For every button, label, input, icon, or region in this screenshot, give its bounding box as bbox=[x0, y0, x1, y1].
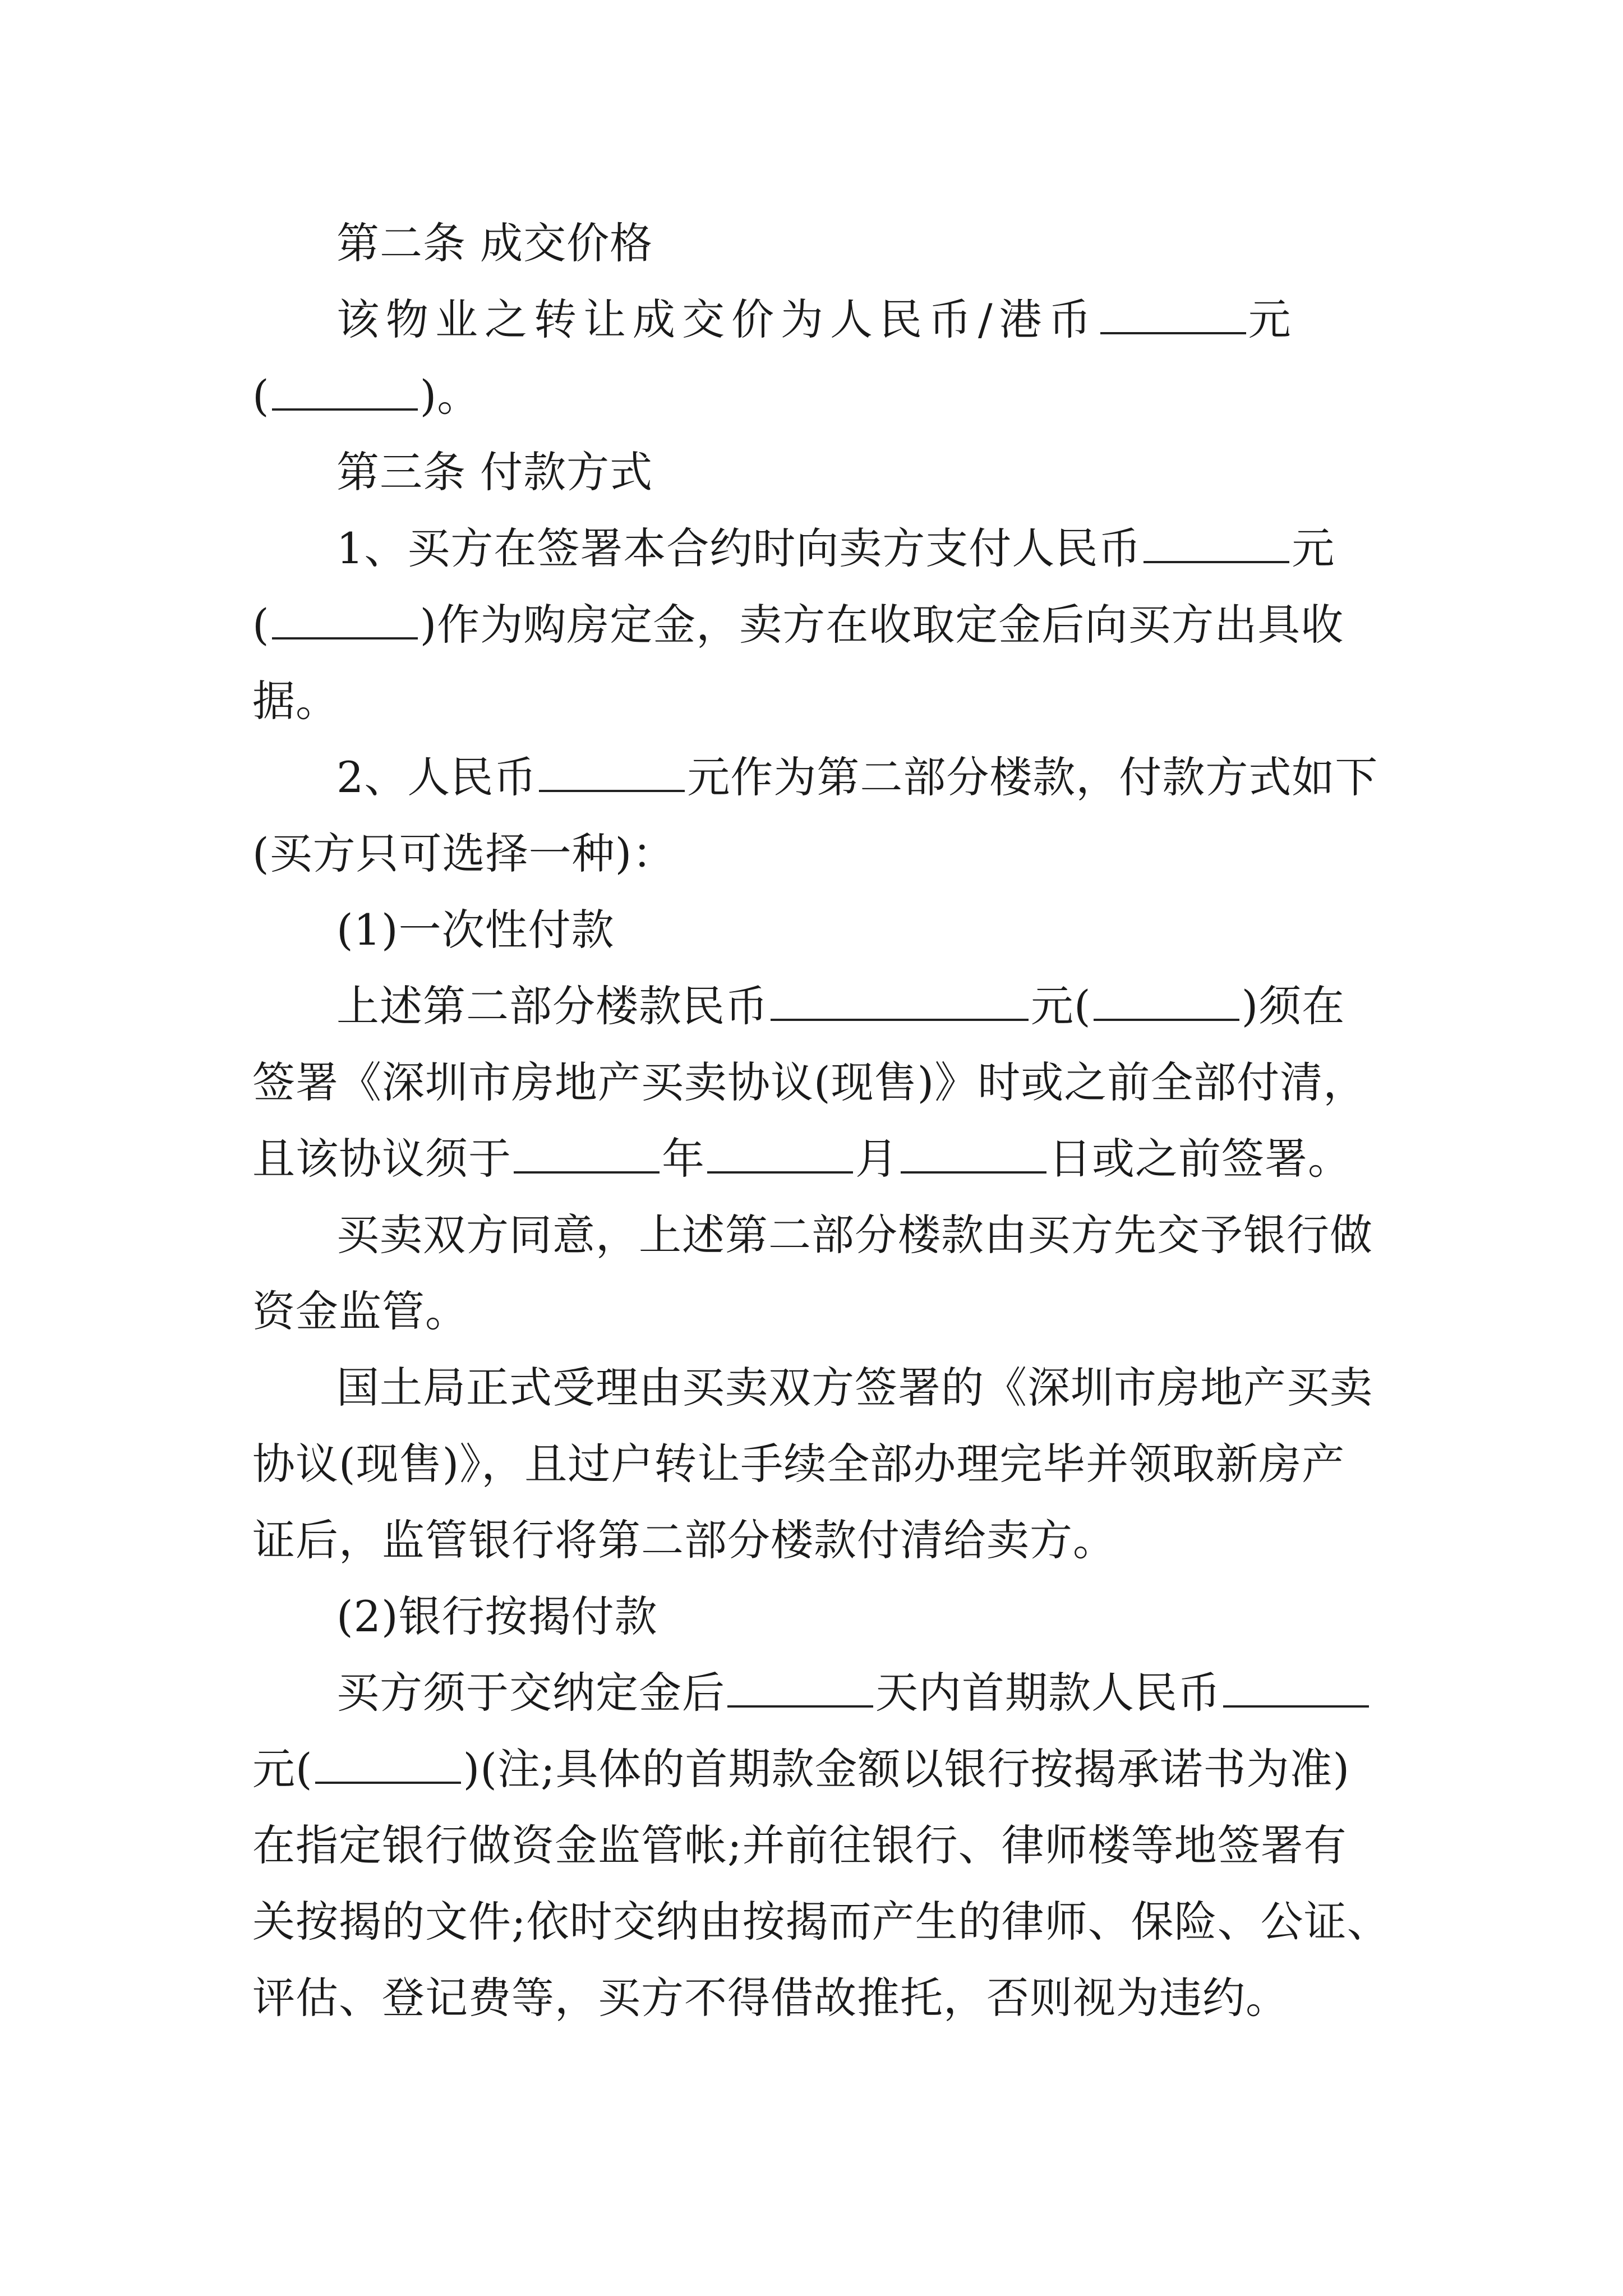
option-1-amount-blank[interactable] bbox=[771, 985, 1029, 1021]
option-1-line-3 bbox=[252, 1120, 1374, 1198]
day-label: 日或之前签署。 bbox=[1049, 1134, 1351, 1184]
month-label: 月 bbox=[855, 1134, 898, 1184]
article-2-heading-text: 第二条 成交价格 bbox=[336, 218, 653, 268]
deposit-line-2 bbox=[252, 586, 1374, 664]
option-1-line-2 bbox=[252, 1044, 1374, 1121]
second-payment-text: 2、人民币 bbox=[336, 752, 537, 802]
second-payment-blank[interactable] bbox=[539, 756, 685, 792]
option-1-words-blank[interactable] bbox=[1094, 985, 1239, 1021]
deposit-text-3: 据。 bbox=[252, 676, 339, 726]
land-bureau-line-1 bbox=[336, 1349, 1458, 1427]
price-words-blank[interactable] bbox=[272, 375, 418, 411]
article-2-heading bbox=[336, 205, 1458, 282]
option-2-text: 买方须于交纳定金后 bbox=[336, 1668, 725, 1718]
option-2-text-3: 在指定银行做资金监管帐;并前往银行、律师楼等地签署有 bbox=[252, 1820, 1347, 1870]
option-1-heading-text: (1)一次性付款 bbox=[336, 905, 615, 955]
option-2-line-5 bbox=[252, 1959, 1374, 2037]
option-2-text-4: 关按揭的文件;依时交纳由按揭而产生的律师、保险、公证、 bbox=[252, 1897, 1390, 1947]
second-payment-line-1 bbox=[336, 739, 1458, 816]
escrow-text-2: 资金监管。 bbox=[252, 1286, 468, 1336]
deposit-text-2: )作为购房定金，卖方在收取定金后向买方出具收 bbox=[419, 600, 1344, 650]
deposit-line-1 bbox=[336, 510, 1458, 587]
down-payment-blank[interactable] bbox=[1223, 1672, 1369, 1708]
second-payment-text-2: 元作为第二部分楼款，付款方式如下 bbox=[687, 752, 1378, 802]
option-1-text: 上述第二部分楼款民币 bbox=[336, 981, 768, 1031]
option-1-line-1 bbox=[336, 968, 1458, 1045]
deposit-amount-blank[interactable] bbox=[1144, 527, 1289, 563]
year-blank[interactable] bbox=[514, 1138, 660, 1174]
month-blank[interactable] bbox=[707, 1138, 853, 1174]
escrow-line-2 bbox=[252, 1273, 1374, 1350]
option-1-heading bbox=[336, 891, 1458, 969]
option-2-line-4 bbox=[252, 1883, 1390, 1961]
year-label: 年 bbox=[662, 1134, 705, 1184]
deposit-paren-open: ( bbox=[252, 600, 270, 650]
option-1-unit: 元( bbox=[1031, 981, 1091, 1031]
land-bureau-text-1: 国土局正式受理由买卖双方签署的《深圳市房地产买卖 bbox=[336, 1363, 1373, 1412]
option-2-heading bbox=[336, 1578, 1458, 1655]
land-bureau-text-2: 协议(现售)》，且过户转让手续全部办理完毕并领取新房产 bbox=[252, 1439, 1345, 1489]
option-2-heading-text: (2)银行按揭付款 bbox=[336, 1591, 658, 1641]
escrow-text-1: 买卖双方同意，上述第二部分楼款由买方先交予银行做 bbox=[336, 1210, 1373, 1260]
deposit-line-3 bbox=[252, 662, 1374, 740]
article-3-heading bbox=[336, 434, 1458, 511]
option-1-text-3: 签署《深圳市房地产买卖协议(现售)》时或之前全部付清， bbox=[252, 1057, 1367, 1107]
option-2-unit: 元( bbox=[252, 1744, 313, 1794]
price-blank[interactable] bbox=[1100, 298, 1246, 334]
article-2-price-line-2 bbox=[252, 357, 1374, 435]
second-payment-text-3: (买方只可选择一种)： bbox=[252, 829, 676, 878]
article-2-price-line-1 bbox=[336, 281, 1458, 358]
option-1-text-2: )须在 bbox=[1241, 981, 1345, 1031]
deposit-text: 1、买方在签署本合约时向卖方支付人民币 bbox=[336, 523, 1142, 573]
option-2-text-5: 评估、登记费等，买方不得借故推托，否则视为违约。 bbox=[252, 1973, 1289, 2023]
option-2-line-1 bbox=[336, 1654, 1458, 1732]
price-paren-close: )。 bbox=[419, 371, 481, 421]
price-unit: 元 bbox=[1248, 295, 1298, 344]
days-blank[interactable] bbox=[727, 1672, 873, 1708]
price-paren-open: ( bbox=[252, 371, 270, 421]
option-2-text-2: 天内首期款人民币 bbox=[875, 1668, 1221, 1718]
escrow-line-1 bbox=[336, 1197, 1458, 1274]
land-bureau-line-3 bbox=[252, 1502, 1374, 1579]
down-payment-words-blank[interactable] bbox=[315, 1748, 461, 1784]
land-bureau-line-2 bbox=[252, 1425, 1374, 1503]
land-bureau-text-3: 证后，监管银行将第二部分楼款付清给卖方。 bbox=[252, 1515, 1116, 1565]
article-3-heading-text: 第三条 付款方式 bbox=[336, 447, 653, 497]
option-2-line-2 bbox=[252, 1731, 1374, 1808]
option-2-line-3 bbox=[252, 1807, 1374, 1884]
deposit-unit: 元 bbox=[1292, 523, 1335, 573]
deposit-words-blank[interactable] bbox=[272, 604, 418, 639]
second-payment-line-2 bbox=[252, 815, 1374, 892]
option-2-note: )(注;具体的首期款金额以银行按揭承诺书为准) bbox=[463, 1744, 1350, 1794]
price-label: 该物业之转让成交价为人民币/港币 bbox=[336, 295, 1098, 344]
option-1-date-text: 且该协议须于 bbox=[252, 1134, 511, 1184]
day-blank[interactable] bbox=[901, 1138, 1046, 1174]
